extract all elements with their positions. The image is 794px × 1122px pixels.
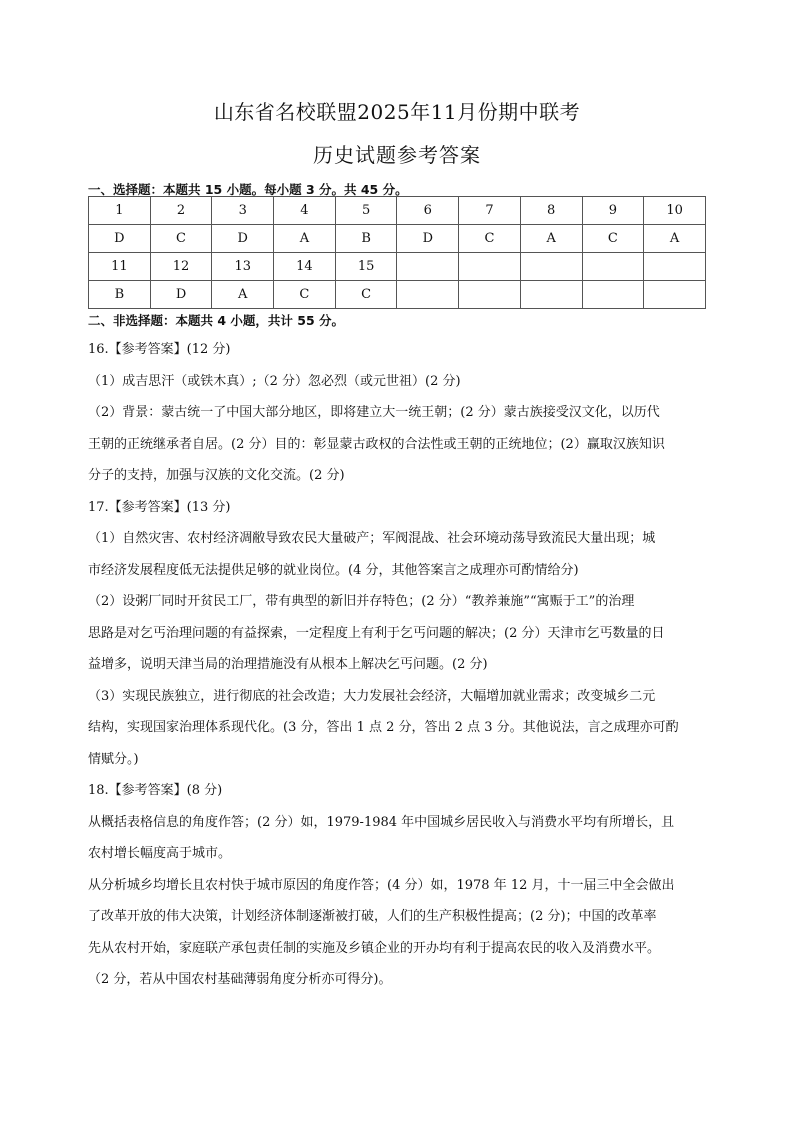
table-cell: A [274,225,336,253]
table-cell [397,281,459,309]
table-cell: B [89,281,151,309]
table-cell: 11 [89,253,151,281]
table-row [89,281,706,309]
table-cell [582,253,644,281]
table-cell: 6 [397,197,459,225]
page-subtitle: 历史试题参考答案 [313,143,481,167]
answer-line: 情赋分。) [88,751,139,767]
table-cell: D [397,225,459,253]
table-cell: 9 [582,197,644,225]
table-cell: 1 [89,197,151,225]
answer-line: 16.【参考答案】(12 分) [88,342,231,357]
table-cell: 3 [212,197,274,225]
answer-line: 了改革开放的伟大决策，计划经济体制逐渐被打破，人们的生产积极性提高；(2 分)；中国的改革率 [88,909,657,924]
answer-line: 思路是对乞丐治理问题的有益探索，一定程度上有利于乞丐问题的解决；(2 分）天津市乞丐数量的日 [88,625,665,641]
table-cell: A [520,225,582,253]
table-cell [520,253,582,281]
answer-line: 王朝的正统继承者自居。(2 分）目的：彰显蒙古政权的合法性或王朝的正统地位；(2）赢取汉族知识 [88,436,665,452]
table-cell: 5 [335,197,397,225]
table-cell: B [335,225,397,253]
table-cell: 13 [212,253,274,281]
table-row [89,197,706,225]
table-cell: C [335,281,397,309]
answer-line: 从分析城乡均增长且农村快于城市原因的角度作答；(4 分）如，1978 年 12 月，十一届三中全会做出 [88,877,675,893]
answer-line: （2 分，若从中国农村基础薄弱角度分析亦可得分)。 [88,972,392,987]
answer-line: （1）自然灾害、农村经济凋敝导致农民大量破产；军阀混战、社会环境动荡导致流民大量出现；城 [88,531,656,546]
table-cell: 7 [459,197,521,225]
section-heading-choice: 一、选择题：本题共 15 小题。每小题 3 分。共 45 分。 [88,182,408,197]
table-cell: 10 [644,197,706,225]
table-cell: 2 [150,197,212,225]
table-cell: C [582,225,644,253]
page-title: 山东省名校联盟2025年11月份期中联考 [213,100,581,124]
answer-line: 农村增长幅度高于城市。 [88,846,232,861]
answer-line: （3）实现民族独立，进行彻底的社会改造；大力发展社会经济，大幅增加就业需求；改变城乡二元 [88,688,656,704]
table-cell: C [459,225,521,253]
answer-line: 结构，实现国家治理体系现代化。(3 分，答出 1 点 2 分，答出 2 点 3 分。其他说法，言之成理亦可酌 [88,720,679,735]
table-cell [459,253,521,281]
answer-line: （2）设粥厂同时开贫民工厂，带有典型的新旧并存特色；(2 分）“教养兼施”“寓赈于工”的治理 [88,594,635,609]
table-cell: D [150,281,212,309]
table-row [89,253,706,281]
answer-line: 分子的支持，加强与汉族的文化交流。(2 分) [88,468,345,483]
answer-table [88,196,706,309]
table-cell [459,281,521,309]
table-cell [520,281,582,309]
answer-line: 市经济发展程度低无法提供足够的就业岗位。(4 分，其他答案言之成理亦可酌情给分) [88,562,579,578]
table-cell: A [212,281,274,309]
answer-line: 从概括表格信息的角度作答；(2 分）如，1979-1984 年中国城乡居民收入与消费水平均有所增长，且 [88,814,675,830]
table-cell [397,253,459,281]
answer-line: 先从农村开始，家庭联产承包责任制的实施及乡镇企业的开办均有利于提高农民的收入及消费水平。 [88,940,661,956]
table-cell: 15 [335,253,397,281]
table-row [89,225,706,253]
answer-body [88,334,712,996]
table-cell: 12 [150,253,212,281]
table-cell: 14 [274,253,336,281]
table-cell: C [274,281,336,309]
table-cell [644,281,706,309]
answer-line: （2）背景：蒙古统一了中国大部分地区，即将建立大一统王朝；(2 分）蒙古族接受汉文化，以历代 [88,405,660,420]
table-cell [644,253,706,281]
table-cell [582,281,644,309]
table-cell: D [212,225,274,253]
table-cell: A [644,225,706,253]
answer-line: 益增多，说明天津当局的治理措施没有从根本上解决乞丐问题。(2 分) [88,657,488,672]
section-heading-essay: 二、非选择题：本题共 4 小题，共计 55 分。 [88,313,345,328]
answer-line: 17.【参考答案】(13 分) [88,499,231,515]
answer-line: （1）成吉思汗（或铁木真）;（2 分）忽必烈（或元世祖）(2 分) [88,373,461,389]
table-cell: 4 [274,197,336,225]
answer-line: 18.【参考答案】(8 分) [88,783,223,798]
table-cell: D [89,225,151,253]
table-cell: 8 [520,197,582,225]
table-cell: C [150,225,212,253]
